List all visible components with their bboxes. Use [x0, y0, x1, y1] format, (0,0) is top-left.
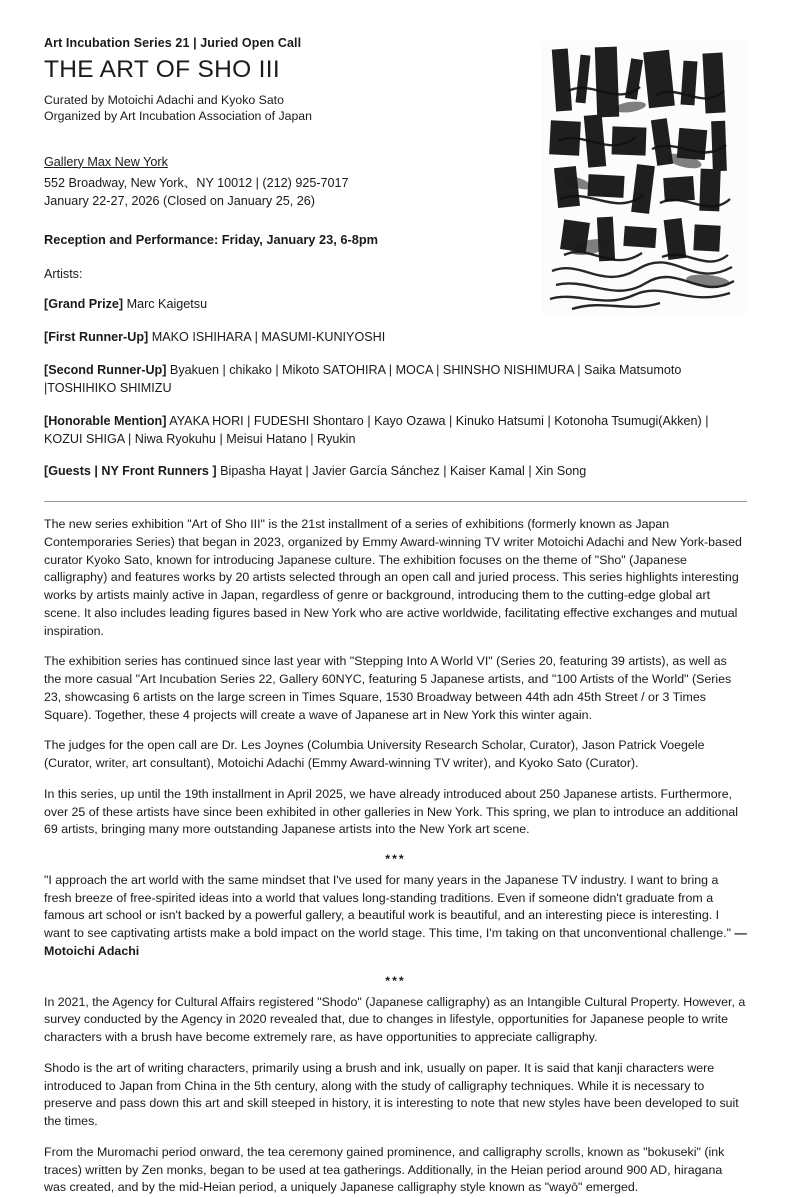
page-title: THE ART OF SHO III — [44, 56, 280, 83]
series-line: Art Incubation Series 21 | Juried Open Call — [44, 36, 302, 50]
artist-group-names: Bipasha Hayat | Javier García Sánchez | Kaiser Kamal | Xin Song — [216, 464, 587, 479]
body-paragraph-4: In this series, up until the 19th installment in April 2025, we have already introduced about 250 Japanese artists. Furthermore, over 25 of these artists have since been exhibited in other galleries in New York. This spring, we plan to introduce an additional 69 artists, bringing many more outstanding Japanese artists into the New York art scene. — [44, 786, 739, 837]
artwork-image — [542, 41, 747, 314]
artwork-svg — [542, 41, 747, 314]
reception-line: Reception and Performance: Friday, January 23, 6-8pm — [44, 232, 379, 248]
quote-paragraph — [44, 872, 747, 961]
venue-block — [44, 155, 524, 211]
body-paragraph-6: Shodo is the art of writing characters, primarily using a brush and ink, usually on paper. It is said that kanji characters were introduced to Japan from China in the 5th century, along with the study of calligraphy techniques. While it is necessary to preserve and pass down this art and skill steeped in history, it is interesting to note that new styles have been developed to suit the times. — [44, 1060, 739, 1129]
artist-group-title: [Honorable Mention] — [44, 413, 167, 428]
divider-stars-1: *** — [385, 852, 406, 866]
venue-dates: January 22-27, 2026 (Closed on January 25, 26) — [44, 193, 315, 208]
body-paragraph-3: The judges for the open call are Dr. Les Joynes (Columbia University Research Scholar, Curator), Jason Patrick Voegele (Curator, writer, art consultant), Motoichi Adachi (Emmy Award-winning TV writer), and Kyoko Sato (Curator). — [44, 738, 705, 771]
body-paragraph-5: In 2021, the Agency for Cultural Affairs registered "Shodo" (Japanese calligraphy) as an Intangible Cultural Property. However, a survey conducted by the Agency in 2020 revealed that, due to changes in lifestyle, opportunities for Japanese people to write characters with a brush have become extremely rare, as have opportunities to appreciate calligraphy. — [44, 994, 746, 1045]
artist-group-title: [Guests | NY Front Runners ] — [44, 464, 217, 479]
organized-by-line: Organized by Art Incubation Association of Japan — [44, 109, 312, 124]
artist-group-title: [Grand Prize] — [44, 297, 124, 312]
body-text — [44, 516, 747, 1197]
body-paragraph-7: From the Muromachi period onward, the tea ceremony gained prominence, and calligraphy scrolls, known as "bokuseki" (ink traces) written by Zen monks, began to be used at tea gatherings. Additionally, in the Heian period around 900 AD, hiragana was created, and by the mid-Heian period, a uniquely Japanese calligraphy style known as "wayō" emerged. — [44, 1144, 725, 1195]
header-section — [44, 36, 747, 314]
curated-by-line: Curated by Motoichi Adachi and Kyoko Sato — [44, 92, 284, 107]
venue-name: Gallery Max New York — [44, 154, 168, 169]
divider-stars-2: *** — [385, 973, 406, 988]
artist-group-title: [First Runner-Up] — [44, 330, 149, 344]
artist-group-names: MAKO ISHIHARA | MASUMI-KUNIYOSHI — [148, 330, 386, 344]
artist-group-names: AYAKA HORI | FUDESHI Shontaro | Kayo Ozawa | Kinuko Hatsumi | Kotonoha Tsumugi(Akken) | KOZUI SHIGA | Niwa Ryokuhu | Meisui Hatano | Ryukin — [44, 413, 709, 446]
artist-group-grand-prize — [44, 296, 524, 314]
body-paragraph-1: The new series exhibition "Art of Sho III" is the 21st installment of a series of exhibitions (formerly known as Japan Contemporaries Series) that began in 2023, organized by Emmy Award-winning TV writer Motoichi Adachi and New York-based curator Kyoko Sato, known for introducing Japanese culture. The exhibition focuses on the theme of "Sho" (Japanese calligraphy) and features works by 20 artists selected through an open call and juried process. This series highlights interesting works by artists mainly active in Japan, regardless of genre or background, introducing them to the cutting-edge global art scene. It also includes leading figures based in New York who are active worldwide, facilitating effective exchanges and mutual inspiration. — [44, 517, 742, 638]
artist-groups — [44, 329, 747, 481]
section-divider — [44, 501, 747, 502]
quote-attribution: — Motoichi Adachi — [44, 926, 747, 958]
artist-group-title: [Second Runner-Up] — [44, 362, 167, 377]
artist-group-names: Byakuen | chikako | Mikoto SATOHIRA | MOCA | SHINSHO NISHIMURA | Saika Matsumoto |TOSHIHIKO SHIMIZU — [44, 362, 682, 395]
body-paragraph-2: The exhibition series has continued since last year with "Stepping Into A World VI" (Series 20, featuring 39 artists), as well as the more casual "Art Incubation Series 22, Gallery 60NYC, featuring 5 Japanese artists, and "100 Artists of the World" (Series 23, showcasing 6 artists on the large screen in Times Square, 1530 Broadway between 44th adn 45th Street / or 3 Times Square). Together, these 4 projects will create a wave of Japanese art in New York this winter again. — [44, 654, 732, 722]
venue-address: 552 Broadway, New York、NY 10012 | (212) 925-7017 — [44, 175, 349, 190]
artist-group-first-runner-up — [44, 329, 747, 347]
artist-group-second-runner-up — [44, 362, 747, 398]
artist-group-guests — [44, 463, 747, 481]
artist-group-names: Marc Kaigetsu — [123, 297, 208, 312]
header-text-block — [44, 36, 524, 314]
artists-label: Artists: — [44, 267, 83, 282]
artist-group-honorable-mention — [44, 413, 747, 449]
quote-text: "I approach the art world with the same mindset that I've used for many years in the Japanese TV industry. I want to bring a fresh breeze of free-spirited ideas into a world that values long-standing traditions. Even if someone didn't graduate from a famous art school or isn't backed by a powerful gallery, a beautiful work is beautiful, and an interesting piece is interesting. I want to see captivating artists make a bold impact on the world stage. This time, I'm taking on that unconventional challenge." — [44, 873, 735, 941]
